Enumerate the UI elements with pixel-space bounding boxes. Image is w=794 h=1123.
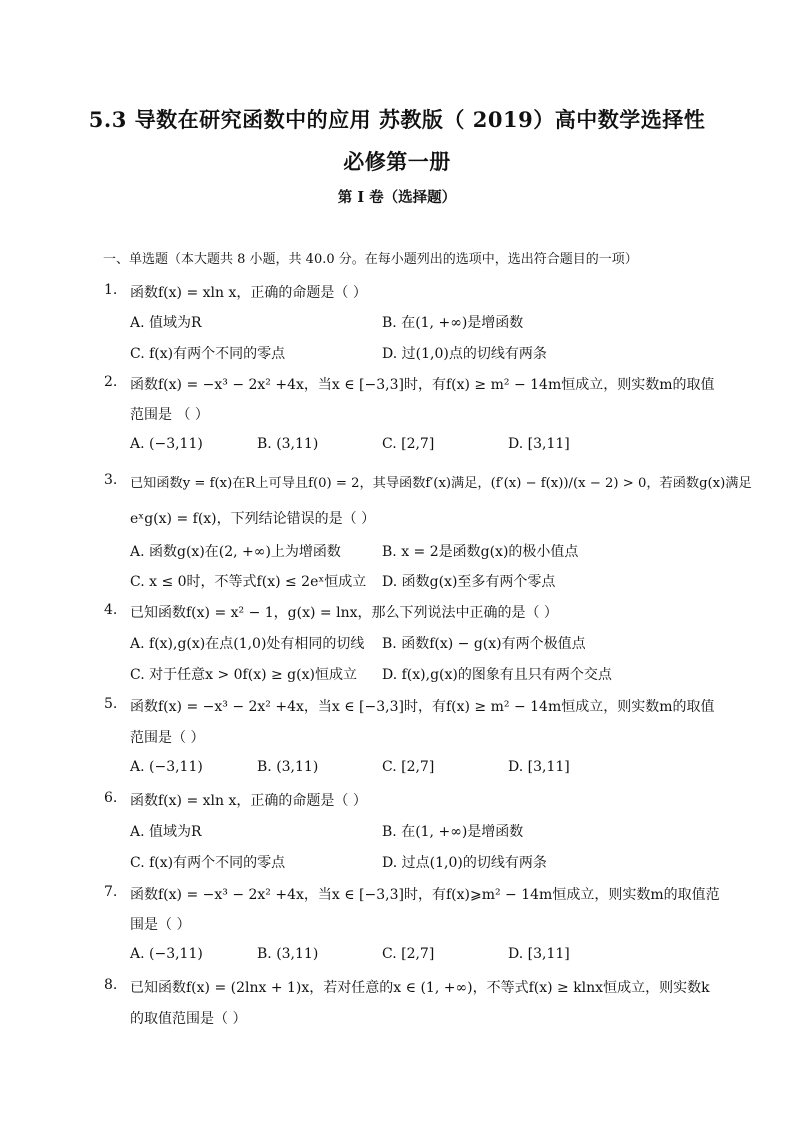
option-b: B. 函数f(x) − g(x)有两个极值点 xyxy=(382,636,586,652)
option-c: C. [2,7] xyxy=(382,436,435,452)
option-d: D. [3,11] xyxy=(508,436,570,452)
option-b: B. 在(1, +∞)是增函数 xyxy=(382,315,524,331)
question-stem: 函数f(x) = −x³ − 2x² +4x，当x ∈ [−3,3]时，有f(x) ≥ m² − 14m恒成立，则实数m的取值 xyxy=(130,377,715,393)
option-d: D. [3,11] xyxy=(508,759,570,775)
option-a: A. 函数g(x)在(2, +∞)上为增函数 xyxy=(130,544,341,560)
option-c: C. f(x)有两个不同的零点 xyxy=(130,346,286,362)
question-stem-continued: eˣg(x) = f(x)，下列结论错误的是（ ） xyxy=(130,511,376,527)
question-number: 4. xyxy=(104,602,118,618)
option-d: D. 函数g(x)至多有两个零点 xyxy=(382,574,556,590)
option-d: D. 过点(1,0)的切线有两条 xyxy=(382,855,547,871)
question-number: 7. xyxy=(104,884,118,900)
question-number: 5. xyxy=(104,696,118,712)
option-d: D. 过(1,0)点的切线有两条 xyxy=(382,346,547,362)
question-stem-continued: 范围是 （ ） xyxy=(130,407,209,423)
option-a: A. f(x),g(x)在点(1,0)处有相同的切线 xyxy=(130,636,365,652)
question-stem: 已知函数y = f(x)在R上可导且f(0) = 2，其导函数f′(x)满足，(f′(x) − f(x))/(x − 2) > 0，若函数g(x)满足 xyxy=(130,476,752,491)
question-number: 6. xyxy=(104,790,118,806)
option-a: A. (−3,11) xyxy=(130,759,203,775)
question-stem: 函数f(x) = xln x，正确的命题是（ ） xyxy=(130,285,367,301)
option-c: C. [2,7] xyxy=(382,759,435,775)
question-stem-continued: 范围是（ ） xyxy=(130,730,205,746)
question-stem-continued: 围是（ ） xyxy=(130,917,191,933)
document-title-line1: 5.3 导数在研究函数中的应用 苏教版（ 2019）高中数学选择性 xyxy=(88,107,706,132)
section-heading: 一、单选题（本大题共 8 小题，共 40.0 分。在每小题列出的选项中，选出符合题目的一项） xyxy=(103,252,638,267)
option-b: B. (3,11) xyxy=(257,759,319,775)
question-stem: 函数f(x) = −x³ − 2x² +4x，当x ∈ [−3,3]时，有f(x) ≥ m² − 14m恒成立，则实数m的取值 xyxy=(130,699,715,715)
question-stem-continued: 的取值范围是（ ） xyxy=(130,1011,247,1027)
question-stem: 已知函数f(x) = (2lnx + 1)x，若对任意的x ∈ (1, +∞)，不等式f(x) ≥ klnx恒成立，则实数k xyxy=(130,980,710,996)
option-c: C. f(x)有两个不同的零点 xyxy=(130,855,286,871)
question-number: 2. xyxy=(104,374,118,390)
option-d: D. f(x),g(x)的图象有且只有两个交点 xyxy=(382,667,612,683)
option-a: A. 值域为R xyxy=(130,315,202,331)
option-d: D. [3,11] xyxy=(508,946,570,962)
option-a: A. (−3,11) xyxy=(130,946,203,962)
question-stem: 已知函数f(x) = x² − 1，g(x) = lnx，那么下列说法中正确的是（ ） xyxy=(130,605,558,621)
option-c: C. 对于任意x > 0f(x) ≥ g(x)恒成立 xyxy=(130,667,357,683)
option-c: C. [2,7] xyxy=(382,946,435,962)
option-c: C. x ≤ 0时，不等式f(x) ≤ 2eˣ恒成立 xyxy=(130,574,367,590)
option-b: B. x = 2是函数g(x)的极小值点 xyxy=(382,544,579,560)
question-stem: 函数f(x) = −x³ − 2x² +4x，当x ∈ [−3,3]时，有f(x)⩾m² − 14m恒成立，则实数m的取值范 xyxy=(130,887,720,903)
question-number: 8. xyxy=(104,977,118,993)
option-a: A. (−3,11) xyxy=(130,436,203,452)
option-b: B. (3,11) xyxy=(257,436,319,452)
option-a: A. 值域为R xyxy=(130,824,202,840)
question-stem: 函数f(x) = xln x，正确的命题是（ ） xyxy=(130,793,367,809)
option-b: B. (3,11) xyxy=(257,946,319,962)
document-title-line2: 必修第一册 xyxy=(343,149,451,174)
part-subtitle: 第 I 卷（选择题） xyxy=(337,189,457,206)
question-number: 3. xyxy=(104,472,118,488)
option-b: B. 在(1, +∞)是增函数 xyxy=(382,824,524,840)
question-number: 1. xyxy=(104,282,118,298)
